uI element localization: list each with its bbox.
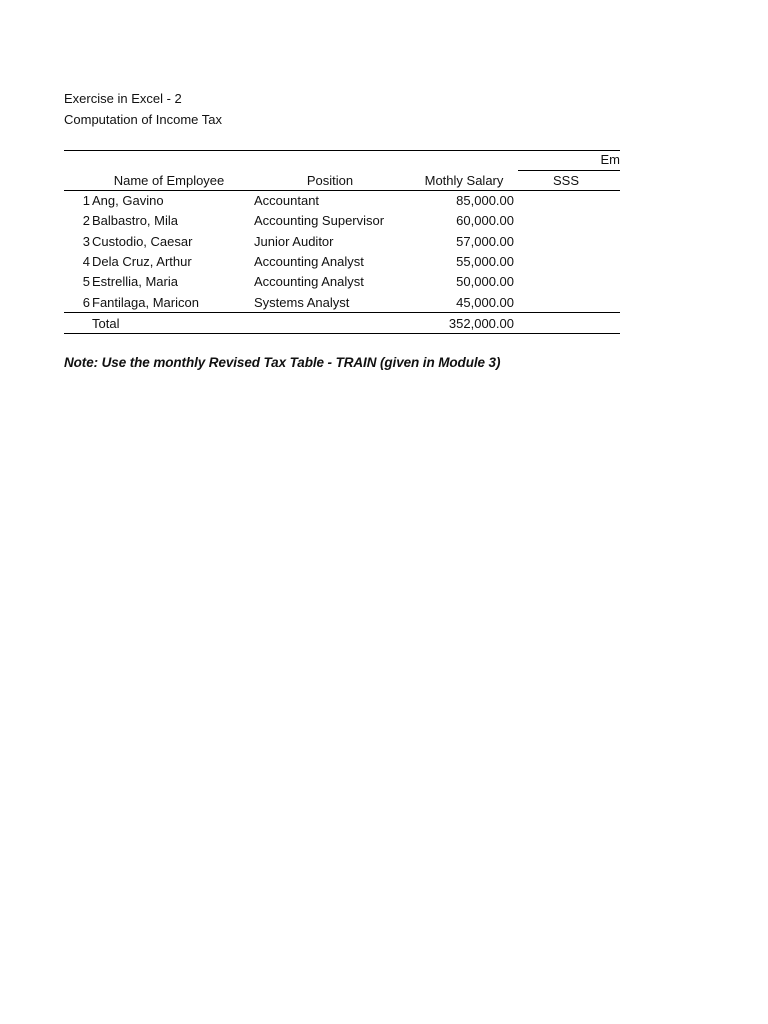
employee-position: Accountant	[254, 193, 320, 208]
total-bottom-border	[64, 333, 620, 334]
employee-salary: 60,000.00	[456, 213, 514, 228]
header-monthly-salary: Mothly Salary	[424, 173, 504, 188]
employee-name: Ang, Gavino	[92, 193, 164, 208]
header-sss: SSS	[552, 173, 579, 188]
employee-name: Custodio, Caesar	[92, 234, 193, 249]
row-number: 2	[82, 213, 90, 228]
employee-position: Systems Analyst	[254, 295, 350, 310]
employee-position: Accounting Supervisor	[254, 213, 385, 228]
row-number: 4	[82, 254, 90, 269]
header-bottom-border	[64, 190, 620, 191]
employee-salary: 50,000.00	[456, 274, 514, 289]
employee-position: Junior Auditor	[254, 234, 334, 249]
employee-name: Estrellia, Maria	[92, 274, 178, 289]
document-title: Exercise in Excel - 2	[64, 91, 182, 106]
row-number: 6	[82, 295, 90, 310]
employee-name: Fantilaga, Maricon	[92, 295, 199, 310]
row-number: 1	[82, 193, 90, 208]
row-number: 3	[82, 234, 90, 249]
row-number: 5	[82, 274, 90, 289]
total-label: Total	[92, 316, 120, 331]
employee-name: Dela Cruz, Arthur	[92, 254, 192, 269]
employee-salary: 85,000.00	[456, 193, 514, 208]
header-position: Position	[306, 173, 354, 188]
employee-salary: 55,000.00	[456, 254, 514, 269]
group-header-underline	[518, 170, 620, 171]
employee-position: Accounting Analyst	[254, 274, 364, 289]
table-top-border	[64, 150, 620, 151]
note-text: Note: Use the monthly Revised Tax Table - TRAIN (given in Module 3)	[64, 355, 501, 370]
document-subtitle: Computation of Income Tax	[64, 112, 223, 127]
group-header-em: Em	[600, 152, 620, 167]
employee-position: Accounting Analyst	[254, 254, 364, 269]
employee-salary: 45,000.00	[456, 295, 514, 310]
header-name-of-employee: Name of Employee	[113, 173, 225, 188]
total-top-border	[64, 312, 620, 313]
total-salary: 352,000.00	[448, 316, 514, 331]
employee-name: Balbastro, Mila	[92, 213, 178, 228]
employee-salary: 57,000.00	[456, 234, 514, 249]
